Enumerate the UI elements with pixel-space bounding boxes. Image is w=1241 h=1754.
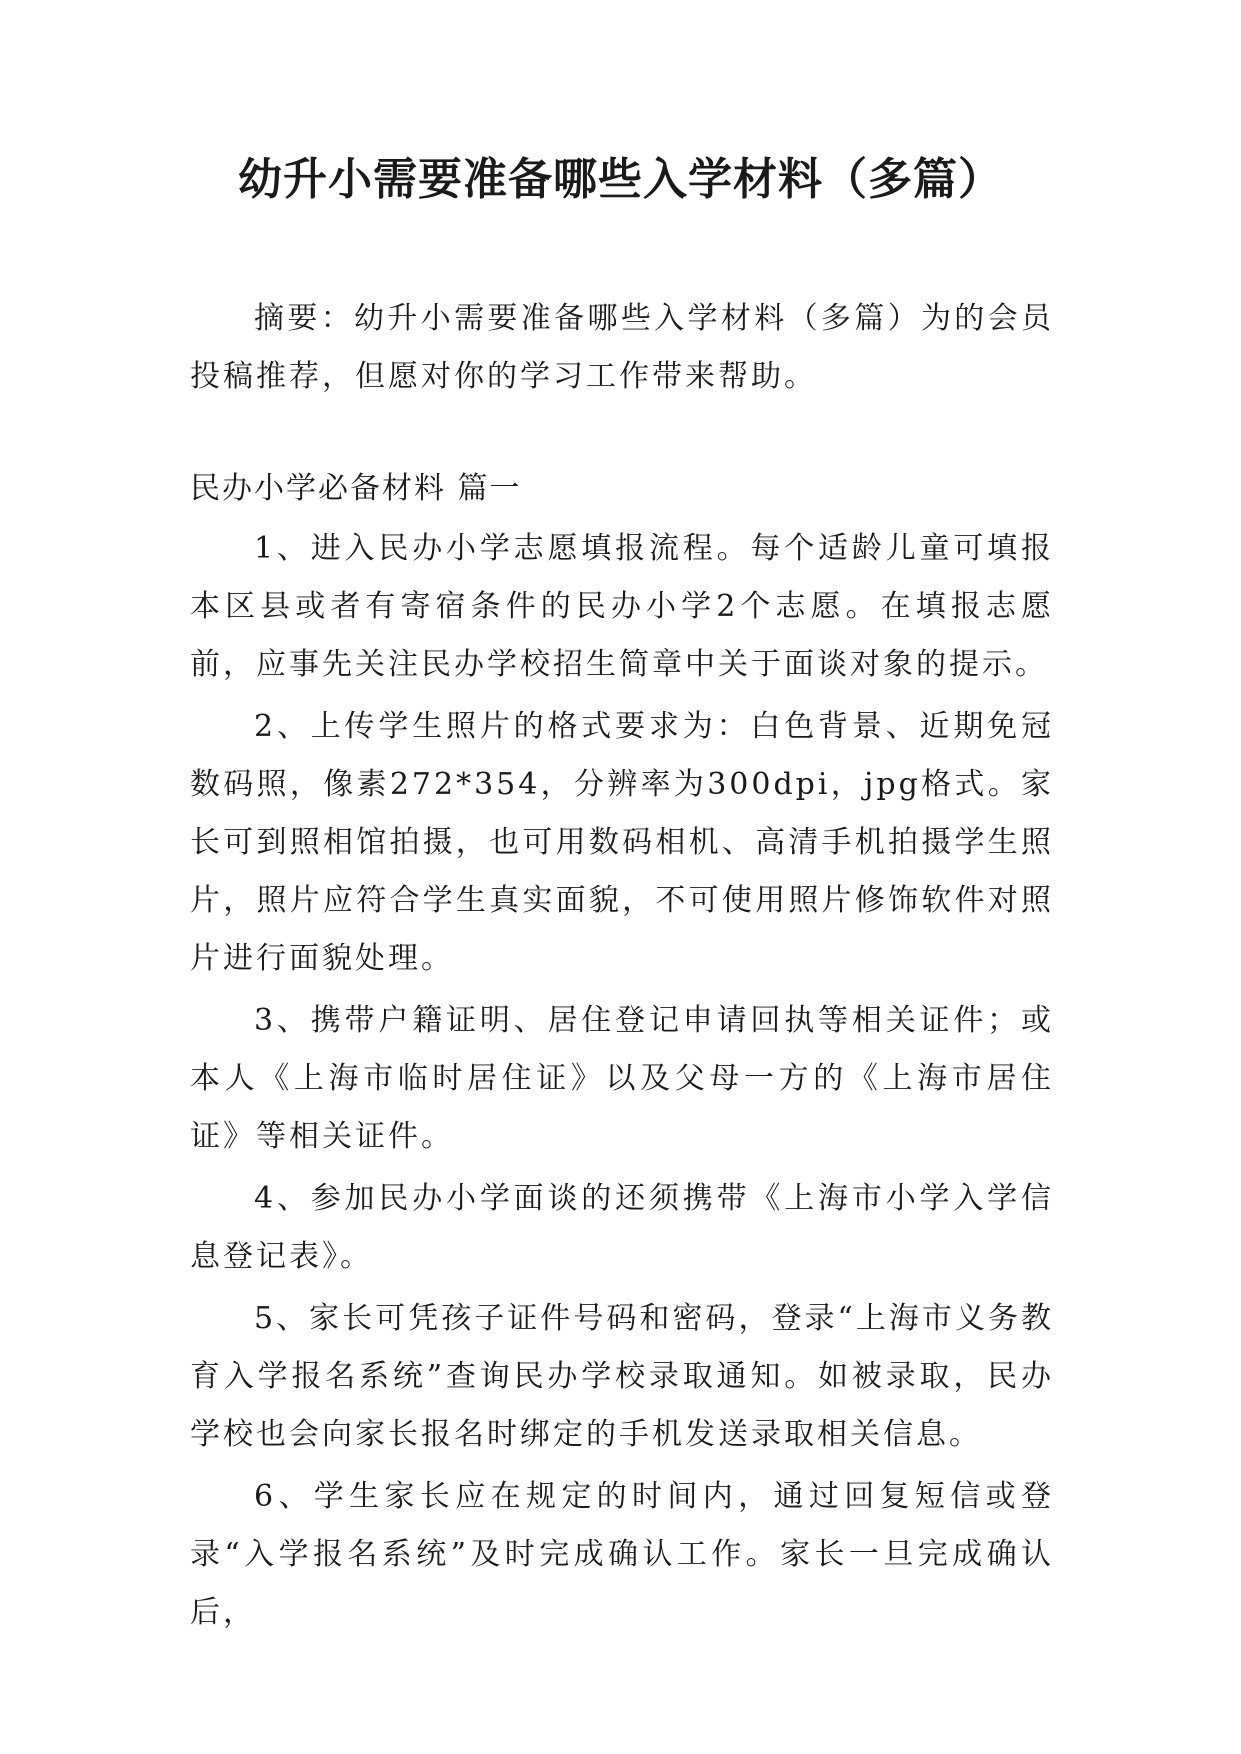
list-item: 1、进入民办小学志愿填报流程。每个适龄儿童可填报本区县或者有寄宿条件的民办小学2个志愿。在填报志愿前，应事先关注民办学校招生简章中关于面谈对象的提示。 — [190, 531, 1054, 682]
list-item: 2、上传学生照片的格式要求为：白色背景、近期免冠数码照，像素272*354，分辨率为300dpi，jpg格式。家长可到照相馆拍摄，也可用数码相机、高清手机拍摄学生照片，照片应符合学生真实面貌，不可使用照片修饰软件对照片进行面貌处理。 — [190, 709, 1054, 976]
list-item: 6、学生家长应在规定的时间内，通过回复短信或登录“入学报名系统”及时完成确认工作。家长一旦完成确认后， — [190, 1479, 1054, 1630]
abstract-paragraph: 摘要：幼升小需要准备哪些入学材料（多篇）为的会员投稿推荐，但愿对你的学习工作带来帮助。 — [190, 301, 1054, 394]
section-heading: 民办小学必备材料 篇一 — [190, 471, 522, 506]
list-item: 3、携带户籍证明、居住登记申请回执等相关证件；或本人《上海市临时居住证》以及父母一方的《上海市居住证》等相关证件。 — [190, 1003, 1054, 1154]
document-title: 幼升小需要准备哪些入学材料（多篇） — [238, 154, 1003, 205]
list-item: 4、参加民办小学面谈的还须携带《上海市小学入学信息登记表》。 — [190, 1181, 1054, 1274]
list-item: 5、家长可凭孩子证件号码和密码，登录“上海市义务教育入学报名系统”查询民办学校录取通知。如被录取，民办学校也会向家长报名时绑定的手机发送录取相关信息。 — [190, 1301, 1054, 1452]
materials-list — [190, 520, 1054, 1646]
